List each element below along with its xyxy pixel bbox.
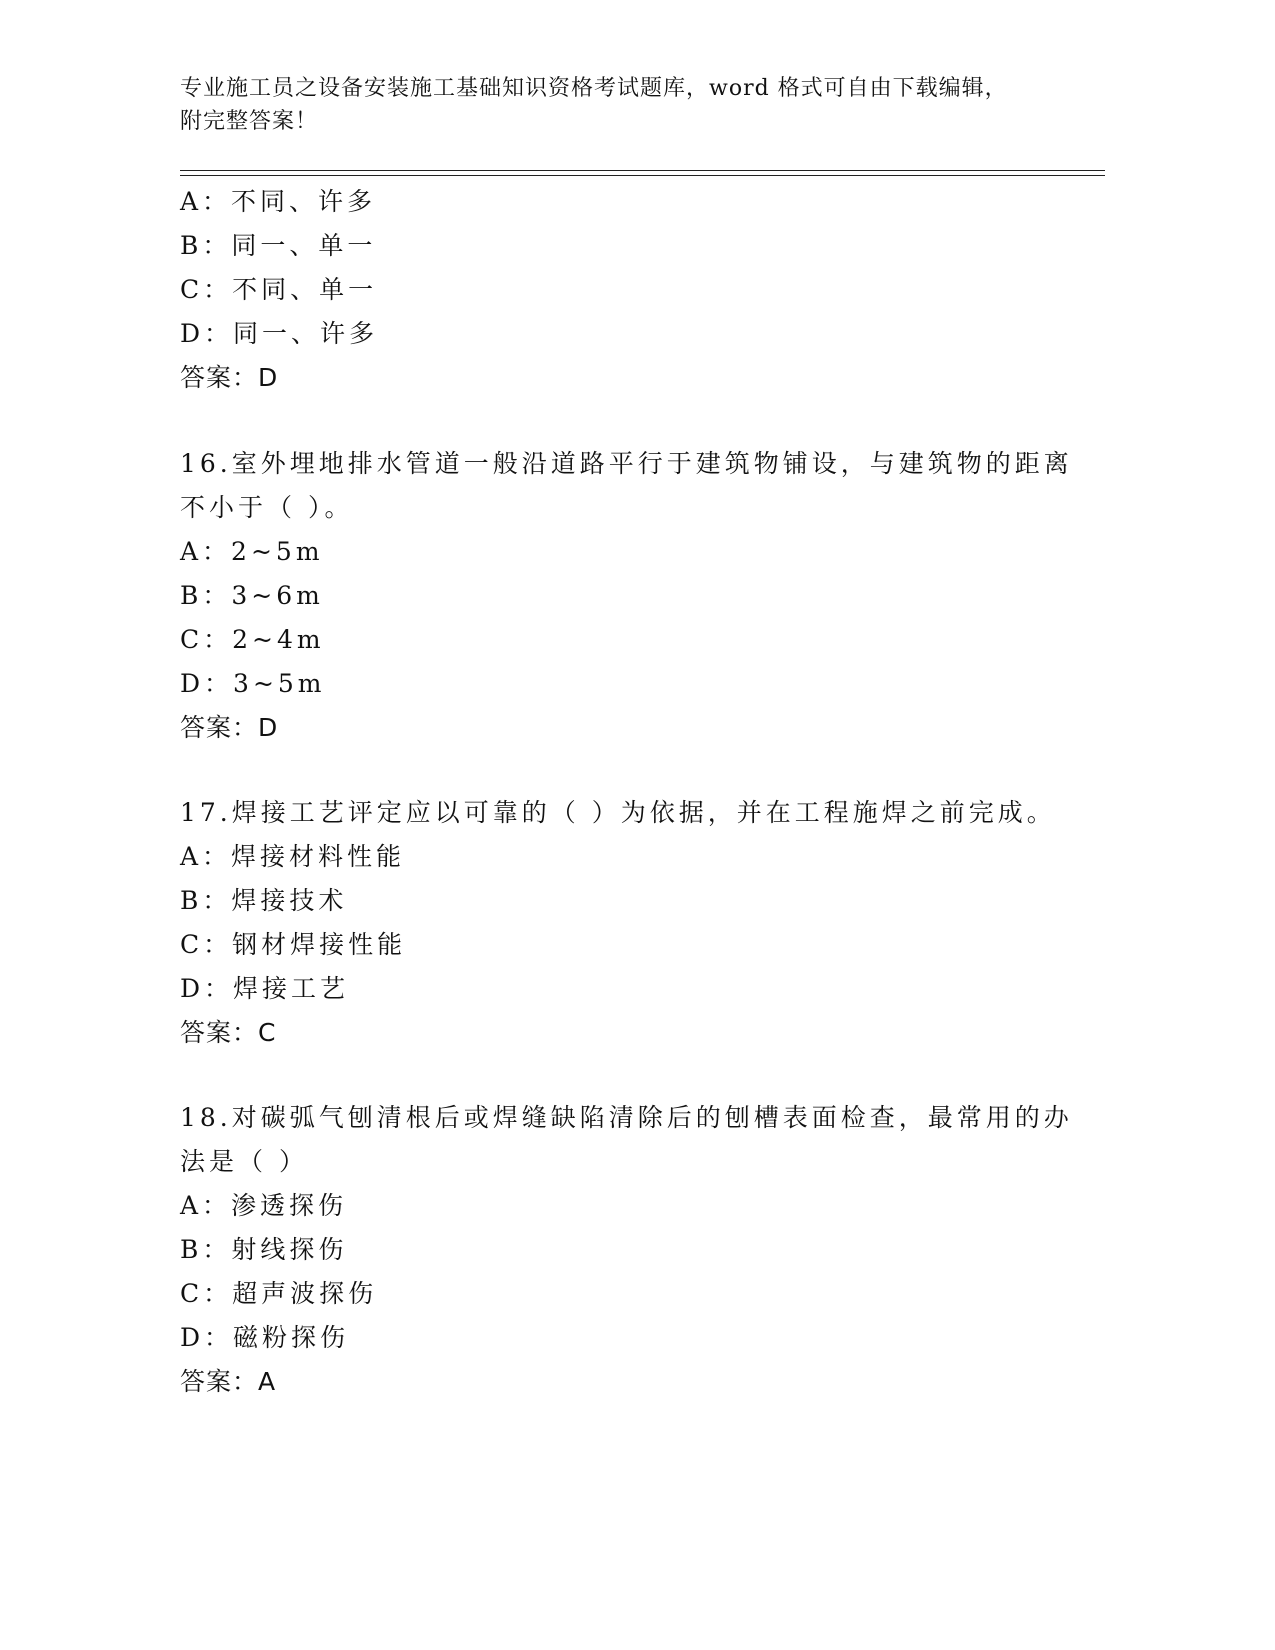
answer-line: 答案：D xyxy=(180,363,279,392)
question-stem-line-1: 17.焊接工艺评定应以可靠的（ ）为依据，并在工程施焊之前完成。 xyxy=(180,798,1056,827)
option-a: A：2~5m xyxy=(180,537,324,566)
option-b: B：射线探伤 xyxy=(180,1235,348,1264)
document-header xyxy=(180,72,1040,138)
question-stem-line-2: 不小于（ ）。 xyxy=(180,493,354,522)
option-c: C：2~4m xyxy=(180,625,325,654)
answer-line: 答案：D xyxy=(180,713,279,742)
option-c: C：不同、单一 xyxy=(180,275,378,304)
answer-line: 答案：A xyxy=(180,1367,277,1396)
option-c: C：钢材焊接性能 xyxy=(180,930,407,959)
answer-line: 答案：C xyxy=(180,1018,277,1047)
option-c: C：超声波探伤 xyxy=(180,1279,378,1308)
option-d: D：3~5m xyxy=(180,669,326,698)
question-stem-line-1: 16.室外埋地排水管道一般沿道路平行于建筑物铺设，与建筑物的距离 xyxy=(180,449,1073,478)
option-b: B：焊接技术 xyxy=(180,886,348,915)
option-a: A：焊接材料性能 xyxy=(180,842,406,871)
header-divider-top xyxy=(180,170,1105,171)
option-b: B：同一、单一 xyxy=(180,231,377,260)
header-divider-bottom xyxy=(180,175,1105,176)
question-stem-line-1: 18.对碳弧气刨清根后或焊缝缺陷清除后的刨槽表面检查，最常用的办 xyxy=(180,1103,1073,1132)
option-d: D：磁粉探伤 xyxy=(180,1323,350,1352)
option-b: B：3~6m xyxy=(180,581,324,610)
question-stem-line-2: 法是（ ） xyxy=(180,1147,308,1176)
header-line-2: 附完整答案！ xyxy=(180,109,319,134)
option-d: D：焊接工艺 xyxy=(180,974,350,1003)
option-a: A：不同、许多 xyxy=(180,187,377,216)
option-a: A：渗透探伤 xyxy=(180,1191,348,1220)
option-d: D：同一、许多 xyxy=(180,319,379,348)
header-line-1: 专业施工员之设备安装施工基础知识资格考试题库，word 格式可自由下载编辑， xyxy=(180,76,1008,101)
